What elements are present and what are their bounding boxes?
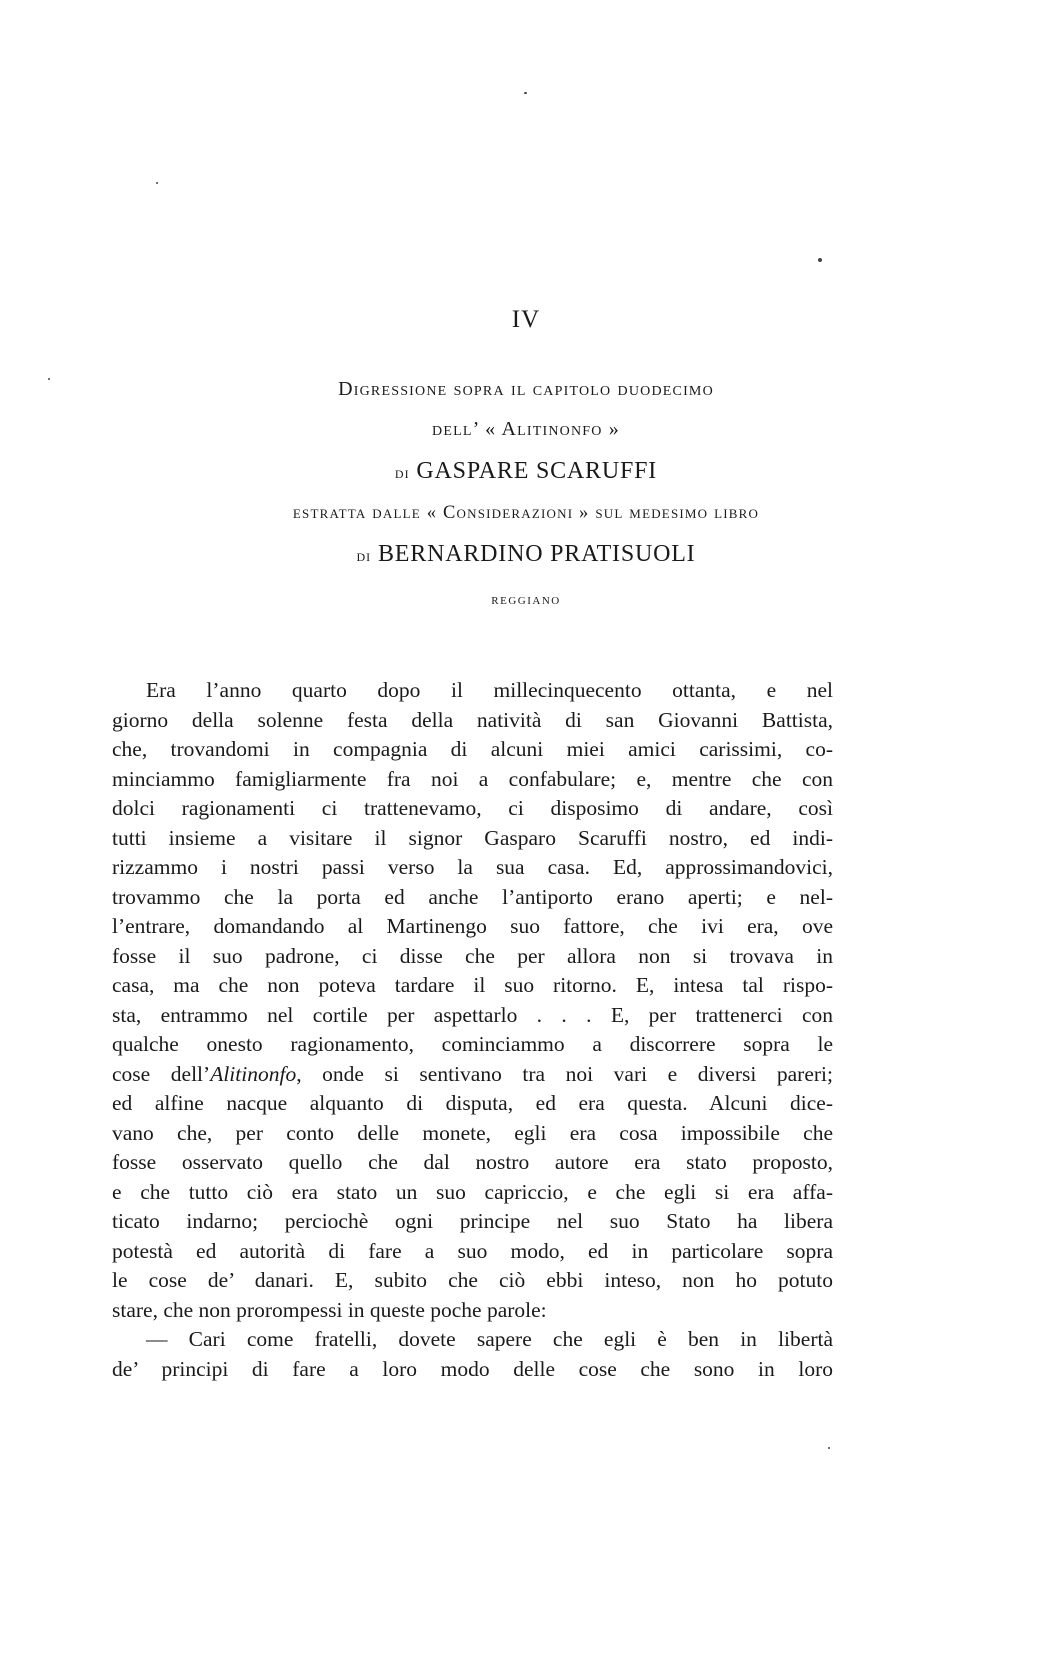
- text-line: sta, entrammo nel cortile per aspettarlo . . . E, per trattenerci con: [112, 1002, 833, 1027]
- heading-author-line: [0, 458, 1052, 485]
- text-line: e che tutto ciò era stato un suo capriccio, e che egli si era affa-: [112, 1179, 833, 1204]
- text-line: [112, 1060, 833, 1090]
- text-segment: cose dell’: [112, 1061, 211, 1086]
- text-line: trovammo che la porta ed anche l’antiporto erano aperti; e nel-: [112, 884, 833, 909]
- heading-prefix: di: [356, 546, 372, 565]
- text-line: potestà ed autorità di fare a suo modo, ed in particolare sopra: [112, 1238, 833, 1263]
- book-title-italic: Alitinonfo: [210, 1061, 297, 1086]
- text-line: ed alfine nacque alquanto di disputa, ed era questa. Alcuni dice-: [112, 1091, 833, 1115]
- text-line: rizzammo i nostri passi verso la sua casa. Ed, approssimandovici,: [112, 855, 833, 879]
- heading-subtitle-line: estratta dalle « Considerazioni » sul medesimo libro: [292, 503, 760, 523]
- text-line: casa, ma che non poteva tardare il suo ritorno. E, intesa tal rispo-: [112, 973, 833, 997]
- text-line: che, trovandomi in compagnia di alcuni miei amici carissimi, co-: [112, 737, 833, 761]
- text-line: dolci ragionamenti ci trattenevamo, ci disposimo di andare, così: [112, 796, 833, 820]
- text-line: — Cari come fratelli, dovete sapere che egli è ben in libertà: [146, 1327, 833, 1351]
- scan-speck: [524, 92, 527, 94]
- chapter-number: IV: [511, 306, 541, 333]
- text-line: fosse osservato quello che dal nostro autore era stato proposto,: [112, 1150, 833, 1174]
- text-segment: , onde si sentivano tra noi vari e diversi pareri;: [296, 1061, 833, 1086]
- heading-title-line: dell’ « Alitinonfo »: [432, 418, 620, 440]
- scan-speck: [818, 258, 822, 262]
- text-line: ticato indarno; perciochè ogni principe nel suo Stato ha libera: [112, 1209, 833, 1233]
- text-line: stare, che non prorompessi in queste poche parole:: [112, 1297, 547, 1322]
- text-line: Era l’anno quarto dopo il millecinquecento ottanta, e nel: [146, 678, 833, 702]
- heading-title-line: Digressione sopra il capitolo duodecimo: [338, 378, 714, 400]
- heading-origin-line: reggiano: [491, 591, 561, 608]
- author-name: GASPARE SCARUFFI: [416, 458, 658, 484]
- body-text: [112, 676, 833, 1384]
- author-name: BERNARDINO PRATISUOLI: [378, 541, 696, 567]
- text-line: vano che, per conto delle monete, egli era cosa impossibile che: [112, 1120, 833, 1145]
- text-line: le cose de’ danari. E, subito che ciò ebbi inteso, non ho potuto: [112, 1268, 833, 1292]
- text-line: giorno della solenne festa della natività di san Giovanni Battista,: [112, 707, 833, 732]
- heading-author-line: [0, 541, 1052, 568]
- scan-speck: [156, 182, 158, 184]
- text-line: minciammo famigliarmente fra noi a confabulare; e, mentre che con: [112, 766, 833, 791]
- text-line: qualche onesto ragionamento, cominciammo a discorrere sopra le: [112, 1032, 833, 1056]
- text-line: tutti insieme a visitare il signor Gasparo Scaruffi nostro, ed indi-: [112, 825, 833, 850]
- text-line: fosse il suo padrone, ci disse che per allora non si trovava in: [112, 943, 833, 968]
- text-line: l’entrare, domandando al Martinengo suo fattore, che ivi era, ove: [112, 914, 833, 938]
- text-line: de’ principi di fare a loro modo delle cose che sono in loro: [112, 1356, 833, 1381]
- scan-speck: [828, 1447, 830, 1449]
- heading-prefix: di: [394, 463, 410, 482]
